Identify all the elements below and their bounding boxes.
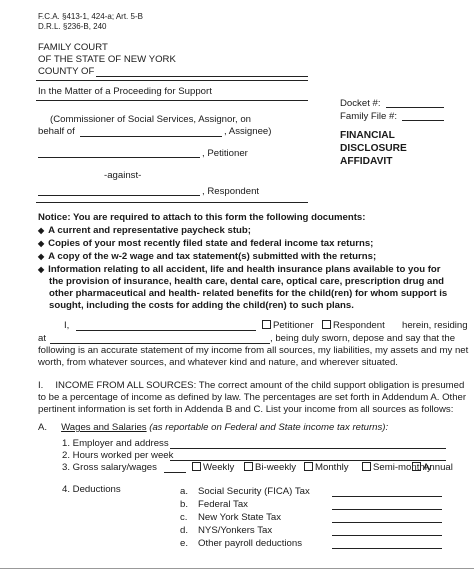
section-a-heading: A. Wages and Salaries (as reportable on Federal and State income tax returns): [38, 422, 389, 433]
respondent-option[interactable]: Respondent [322, 320, 385, 331]
frequency-semi-monthly[interactable]: Semi-monthly [362, 462, 432, 473]
statute-citation-1: F.C.A. §413-1, 424-a; Art. 5-B [38, 12, 143, 21]
deduction-federal-label: Federal Tax [198, 499, 248, 510]
deduction-fica-label: Social Security (FICA) Tax [198, 486, 310, 497]
form-title-line1: FINANCIAL [340, 130, 395, 141]
notice-item-4: ◆ Information relating to all accident, life and health insurance plans available to you for [38, 264, 441, 275]
frequency-weekly[interactable]: Weekly [192, 462, 234, 473]
section-1-line2: to be a percentage of income as defined by law. The percentages are set forth in Addendum A. Other [38, 392, 467, 403]
bullet-icon: ◆ [38, 265, 45, 274]
sworn-text: , being duly sworn, depose and say that the [270, 333, 456, 344]
at-label: at [38, 333, 47, 344]
deduction-other-field[interactable] [332, 548, 442, 549]
statement-line3: worth, from whatever sources, and whatever kind and nature, and wherever situated. [38, 357, 398, 368]
petitioner-label: , Petitioner [202, 148, 248, 159]
deductions-label: 4. Deductions [62, 484, 121, 495]
notice-heading: Notice: You are required to attach to this form the following documents: [38, 212, 366, 223]
statute-citation-2: D.R.L. §236-B, 240 [38, 22, 107, 31]
caption-divider-2 [36, 100, 308, 101]
notice-item-3: ◆ A copy of the w-2 wage and tax statement(s) submitted with the returns; [38, 251, 377, 262]
against-label: -against- [104, 170, 142, 181]
deduction-yonkers-label: NYS/Yonkers Tax [198, 525, 273, 536]
affiant-name-field[interactable] [76, 330, 256, 331]
hours-per-week-label: 2. Hours worked per week [62, 450, 174, 461]
employer-address-field[interactable] [170, 448, 446, 449]
caption-divider [36, 80, 308, 81]
notice-item-4-line3: other pharmaceutical and health- related benefits for the child(ren) for whom support is [49, 288, 448, 299]
family-file-label: Family File #: [340, 111, 398, 122]
commissioner-text: (Commissioner of Social Services, Assignor, on [50, 114, 252, 125]
gross-salary-field[interactable] [164, 472, 186, 473]
deduction-a-letter: a. [180, 486, 189, 497]
petitioner-checkbox[interactable] [262, 320, 271, 329]
deduction-yonkers-field[interactable] [332, 535, 442, 536]
bullet-icon: ◆ [38, 226, 45, 235]
frequency-biweekly[interactable]: Bi-weekly [244, 462, 296, 473]
statement-line2: following is an accurate statement of my income from all sources, my liabilities, my assets and my net [38, 345, 469, 356]
assignee-field[interactable] [80, 136, 222, 137]
deduction-federal-field[interactable] [332, 509, 442, 510]
behalf-of-label: behalf of [38, 126, 75, 137]
caption-bottom-divider [36, 202, 308, 203]
court-name-line2: OF THE STATE OF NEW YORK [38, 54, 176, 65]
gross-salary-label: 3. Gross salary/wages [62, 462, 157, 473]
notice-item-2: ◆ Copies of your most recently filed state and federal income tax returns; [38, 238, 374, 249]
deduction-b-letter: b. [180, 499, 189, 510]
county-field[interactable] [96, 76, 308, 77]
deduction-e-letter: e. [180, 538, 189, 549]
monthly-checkbox[interactable] [304, 462, 313, 471]
docket-field[interactable] [386, 107, 444, 108]
deduction-nys-field[interactable] [332, 522, 442, 523]
section-1-heading: I. INCOME FROM ALL SOURCES: The correct amount of the child support obligation is presumed [38, 380, 465, 391]
assignee-label: , Assignee) [224, 126, 272, 137]
hours-per-week-field[interactable] [170, 460, 446, 461]
deduction-other-label: Other payroll deductions [198, 538, 302, 549]
respondent-checkbox[interactable] [322, 320, 331, 329]
notice-item-4-line2: the provision of insurance, health care, dental care, optical care, prescription drug and [49, 276, 445, 287]
semi-monthly-checkbox[interactable] [362, 462, 371, 471]
frequency-monthly[interactable]: Monthly [304, 462, 349, 473]
respondent-field[interactable] [38, 195, 200, 196]
family-file-field[interactable] [402, 120, 444, 121]
notice-item-1: ◆ A current and representative paycheck stub; [38, 225, 251, 236]
deduction-nys-label: New York State Tax [198, 512, 282, 523]
deduction-fica-field[interactable] [332, 496, 442, 497]
deduction-d-letter: d. [180, 525, 189, 536]
section-1-line3: pertinent information is set forth in Addenda B and C. List your income from all sources as follows: [38, 404, 454, 415]
form-title-line2: DISCLOSURE [340, 143, 407, 154]
page-bottom-edge [0, 568, 474, 569]
notice-item-4-line4: sought, including the costs for adding the child(ren) to such plans. [49, 300, 354, 311]
petitioner-option[interactable]: Petitioner [262, 320, 314, 331]
matter-caption: In the Matter of a Proceeding for Support [38, 86, 212, 97]
bullet-icon: ◆ [38, 239, 45, 248]
court-name-line1: FAMILY COURT [38, 42, 108, 53]
biweekly-checkbox[interactable] [244, 462, 253, 471]
docket-label: Docket #: [340, 98, 381, 109]
residence-field[interactable] [50, 343, 270, 344]
petitioner-field[interactable] [38, 157, 200, 158]
respondent-label: , Respondent [202, 186, 260, 197]
form-title-line3: AFFIDAVIT [340, 156, 393, 167]
frequency-annual[interactable]: Annual [412, 462, 453, 473]
statement-i-label: I, [64, 320, 70, 331]
weekly-checkbox[interactable] [192, 462, 201, 471]
employer-address-label: 1. Employer and address [62, 438, 169, 449]
bullet-icon: ◆ [38, 252, 45, 261]
deduction-c-letter: c. [180, 512, 188, 523]
county-label: COUNTY OF [38, 66, 95, 77]
annual-checkbox[interactable] [412, 462, 421, 471]
herein-residing-text: herein, residing [402, 320, 468, 331]
